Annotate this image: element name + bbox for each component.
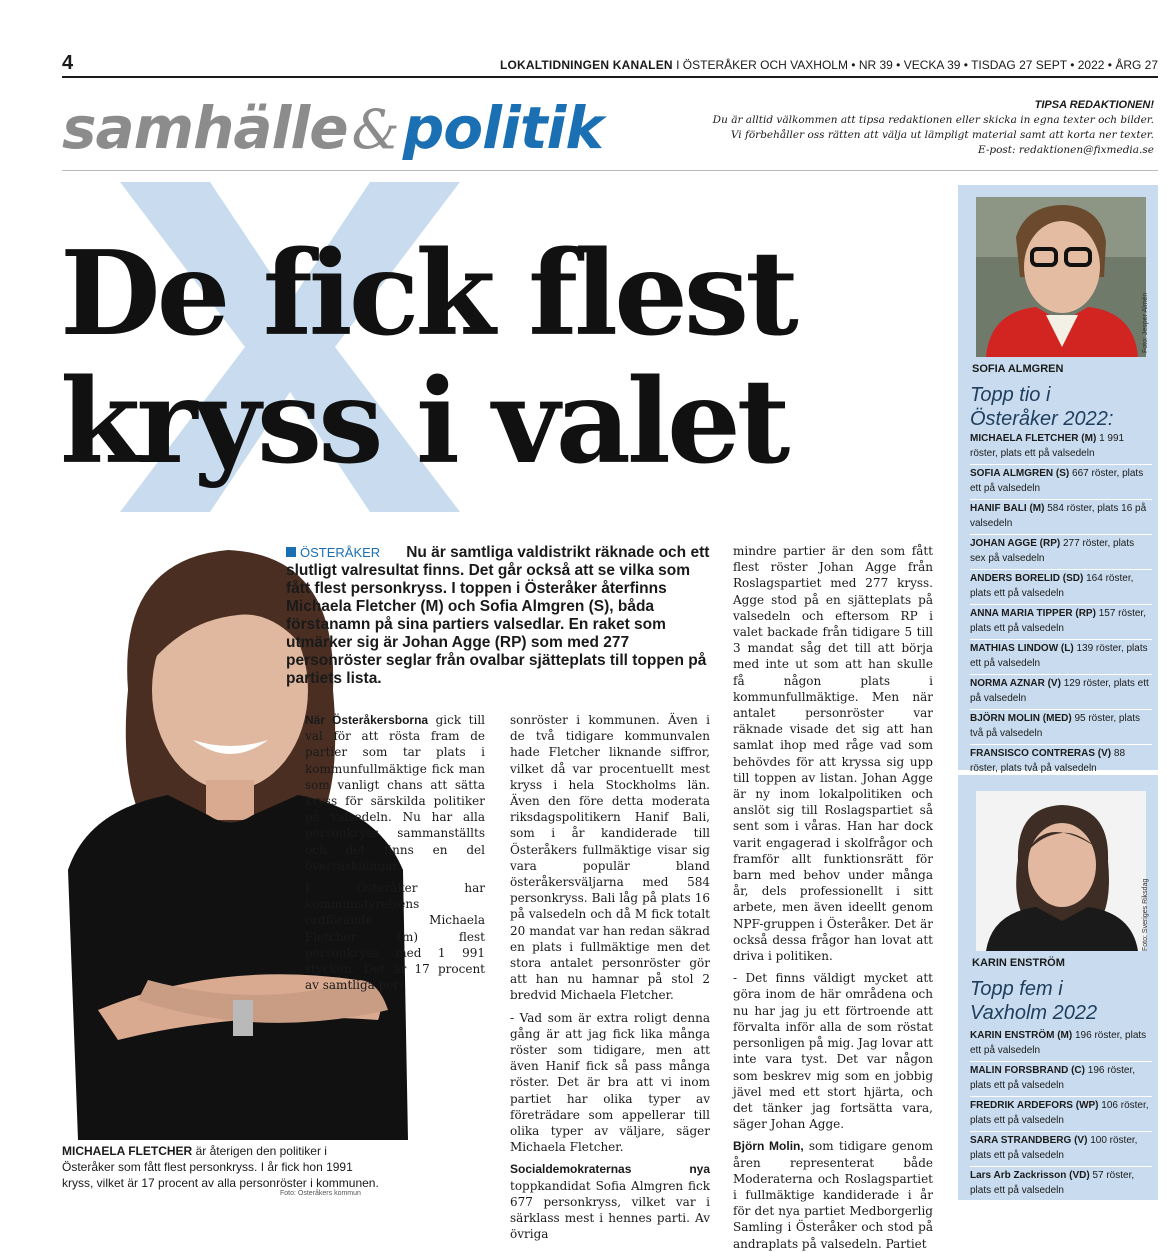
candidate-name: ANNA MARIA TIPPER (RP): [970, 608, 1096, 619]
list-item: [970, 500, 1152, 535]
candidate-name: FRANSISCO CONTRERAS (V): [970, 748, 1112, 759]
square-bullet-icon: [286, 547, 296, 557]
article-column-2: [510, 712, 710, 1243]
section-word-politik: politik: [402, 94, 604, 162]
ingress-text: Nu är samtliga valdistrikt räknade och ett slutligt valresultat finns. Det går också att se vilka som fått flest personkryss. I toppen i Österåker återfinns Michaela Fletcher (M) och Sofia Almgren (S), båda förstanamn på sina partiers valsedlar. En raket som utmärker sig är Johan Agge (RP) som med 277 personröster seglar från ovalbar sjätteplats till toppen på partiets lista.: [286, 544, 710, 687]
candidate-name: MALIN FORSBRAND (C): [970, 1065, 1085, 1076]
article-column-1: [305, 712, 485, 993]
list-item: [970, 675, 1152, 710]
section-rule: [62, 170, 1158, 171]
candidate-name: JOHAN AGGE (RP): [970, 538, 1061, 549]
section-word-samhalle: samhälle: [62, 94, 348, 162]
column-2-quote: - Vad som är extra roligt denna gång är att jag fick lika många röster som tidigare, men att även Hanif fick så pass många röster. Det är bra att vi inom partiet har olika typer av företrädare som appellerar till olika typer av väljare, säger Michaela Fletcher.: [510, 1010, 710, 1155]
column-3-paragraph-1: mindre partier är den som fått flest röster Johan Agge från Roslagspartiet med 277 kryss. Agge stod på en sjätteplats på valsedeln och eftersom RP i valet backade från tidigare 5 till 3 mandat såg det till att börja med inte ut som att han skulle få någon plats i kommunfullmäktige. Men när antalet personröster var räknade visade det sig att han samlat ihop med råge vad som behövdes för att kryssa sig upp till toppen av listan. Johan Agge är ny inom lokalpolitiken och anslöt sig till Roslagspartiet så sent som i våras. Han har dock varit engagerad i skolfrågor och framför allt funktionsrätt för barn med behov under många år, dels professionellt i sitt arbete, men även ideellt genom NPF-gruppen i Österåker. Det är också dessa frågor han lovat att driva i politiken.: [733, 544, 933, 964]
list-item: [970, 1097, 1152, 1132]
tips-email[interactable]: E-post: redaktionen@fixmedia.se: [977, 144, 1154, 156]
column-1-text: gick till val för att rösta fram de partier som tar plats i kommunfullmäktige fick man som vanligt chans att sätta kryss för särskilda politiker på valsedeln. Nu har alla personkryss sammanställts och det finns en del överraskningar.: [305, 713, 485, 873]
candidate-votes: 1 991 röster, plats ett på valsedeln: [970, 433, 1125, 459]
list-item: [970, 710, 1152, 745]
candidate-votes: 95 röster, plats två på valsedeln: [970, 713, 1141, 739]
list-item: [970, 430, 1152, 465]
headline-line-1: De fick flest: [60, 226, 795, 362]
candidate-votes: 139 röster, plats ett på valsedeln: [970, 643, 1148, 669]
candidate-votes: 196 röster, plats ett på valsedeln: [970, 1030, 1147, 1056]
sidebar-osteraker: [958, 185, 1158, 774]
section-title: [62, 94, 603, 162]
candidate-name: MATHIAS LINDOW (L): [970, 643, 1074, 654]
issue-info: • NR 39 • VECKA 39 • TISDAG 27 SEPT • 2022 • ÅRG 27: [851, 58, 1158, 72]
section-ampersand: &: [351, 98, 399, 161]
candidate-votes: 106 röster, plats ett på valsedeln: [970, 1100, 1149, 1126]
dateline: ÖSTERÅKER: [286, 545, 380, 560]
candidate-votes: 584 röster, plats 16 på valsedeln: [970, 503, 1147, 529]
candidate-votes: 129 röster, plats ett på valsedeln: [970, 678, 1149, 704]
column-1-lead: När Österåkersborna: [305, 713, 429, 727]
photo-credit: Foto: Österåkers kommun: [280, 1190, 361, 1197]
karin-photo-credit: Foto: Sveriges Riksdag: [1142, 878, 1149, 951]
list-item: [970, 605, 1152, 640]
candidate-name: SOFIA ALMGREN (S): [970, 468, 1070, 479]
candidate-name: NORMA AZNAR (V): [970, 678, 1061, 689]
column-2-paragraph-3: Socialdemokraternas nya toppkandidat Sofia Almgren fick 677 personkryss, vilket var i särklass mest i hennes parti. Av övriga: [510, 1162, 710, 1242]
sofia-photo-credit: Foto: Jesper Almén: [1142, 292, 1149, 353]
sofia-almgren-name: SOFIA ALMGREN: [972, 363, 1064, 375]
top-bar: [62, 52, 1158, 74]
candidate-votes: 57 röster, plats ett på valsedeln: [970, 1170, 1135, 1196]
article-column-3: [733, 543, 933, 1252]
vaxholm-top-list: [970, 1027, 1152, 1202]
list-item: [970, 570, 1152, 605]
karin-enstrom-photo: [976, 791, 1146, 951]
candidate-name: ANDERS BORELID (SD): [970, 573, 1084, 584]
candidate-votes: 100 röster, plats ett på valsedeln: [970, 1135, 1138, 1161]
candidate-votes: 667 röster, plats ett på valsedeln: [970, 468, 1144, 494]
candidate-votes: 157 röster, plats ett på valsedeln: [970, 608, 1146, 634]
headline-line-2: kryss i valet: [60, 354, 787, 490]
candidate-votes: 277 röster, plats sex på valsedeln: [970, 538, 1135, 564]
list-item: [970, 1167, 1152, 1202]
vaxholm-top-list-title: Topp fem i Vaxholm 2022: [970, 978, 1098, 1024]
column-3-paragraph-3: Björn Molin, som tidigare genom åren representerat både Moderaterna och Roslagspartiet i fullmäktige kandiderade i år för det nya partiet Medborgerlig Samling i Österåker och stod på andraplats på valsedeln. Partiet: [733, 1139, 933, 1251]
candidate-votes: 88 röster, plats två på valsedeln: [970, 748, 1126, 774]
caption-text: är återigen den politiker i Österåker som fått flest personkryss. I år fick hon 1991 kryss, vilket är 17 procent av alla personröster i kommunen.: [62, 1144, 379, 1190]
candidate-name: Lars Arb Zackrisson (VD): [970, 1170, 1090, 1181]
headline: [60, 226, 940, 490]
photo-caption: [62, 1143, 380, 1191]
candidate-name: SARA STRANDBERG (V): [970, 1135, 1088, 1146]
candidate-votes: 196 röster, plats ett på valsedeln: [970, 1065, 1136, 1091]
list-item: [970, 640, 1152, 675]
candidate-name: BJÖRN MOLIN (MED): [970, 713, 1072, 724]
list-item: [970, 1062, 1152, 1097]
candidate-name: FREDRIK ARDEFORS (WP): [970, 1100, 1099, 1111]
sofia-almgren-photo: [976, 197, 1146, 357]
paper-name: LOKALTIDNINGEN KANALEN: [499, 58, 673, 72]
masthead: [500, 58, 1158, 72]
page-number: 4: [62, 52, 74, 74]
tips-box: [694, 98, 1154, 158]
article-ingress: [286, 544, 710, 688]
column-3-quote: - Det finns väldigt mycket att göra inom de här områdena och nu har jag ju ett förtroende att förvalta inför alla de som röstat personligen på mig. Jag lovar att inte vara tyst. Det var någon som beskrev mig som en jobbig jävel med ett stort hjärta, och det tänker jag fortsätta vara, säger Johan Agge.: [733, 971, 933, 1132]
tips-title: TIPSA REDAKTIONEN!: [1034, 99, 1154, 111]
candidate-name: HANIF BALI (M): [970, 503, 1045, 514]
tips-line-1: Du är alltid välkommen att tipsa redaktionen eller skicka in egna texter och bilder.: [712, 114, 1154, 126]
candidate-name: MICHAELA FLETCHER (M): [970, 433, 1097, 444]
list-item: [970, 465, 1152, 500]
top-rule: [62, 76, 1158, 78]
list-item: [970, 1132, 1152, 1167]
column-1-paragraph-2: I Österåker har kommunstyrelsens ordförande Michaela Fletcher (m) flest personkryss med 1 991 stycken. Det är 17 procent av samtliga per-: [305, 881, 485, 993]
sidebar-vaxholm: [958, 775, 1158, 1200]
candidate-name: KARIN ENSTRÖM (M): [970, 1030, 1073, 1041]
osteraker-top-list: [970, 430, 1152, 780]
column-2-paragraph-1: sonröster i kommunen. Även i de två tidigare kommunvalen hade Fletcher liknande siffror, vilket då var procentuellt mest kryss i hela Stockholms län. Även den före detta moderata riksdagspolitikern Hanif Bali, som i år kandiderade till Österåkers fullmäktige visar sig vara populär bland österåkersväljarna med 584 personkryss. Bali låg på plats 16 på valsedeln och då M fick totalt 20 mandat var han redan säkrad en plats i fullmäktige men det stora antalet personröster gör att han nu hamnar på stol 2 bredvid Michaela Fletcher.: [510, 713, 710, 1003]
candidate-votes: 164 röster, plats ett på valsedeln: [970, 573, 1134, 599]
karin-enstrom-name: KARIN ENSTRÖM: [972, 957, 1065, 969]
caption-name: MICHAELA FLETCHER: [62, 1144, 193, 1158]
list-item: [970, 1027, 1152, 1062]
tips-line-2: Vi förbehåller oss rätten att välja ut lämpligt material samt att korta ner texter.: [730, 129, 1154, 141]
paper-area: I ÖSTERÅKER OCH VAXHOLM: [676, 58, 848, 72]
osteraker-top-list-title: Topp tio i Österåker 2022:: [970, 384, 1114, 430]
list-item: [970, 535, 1152, 570]
